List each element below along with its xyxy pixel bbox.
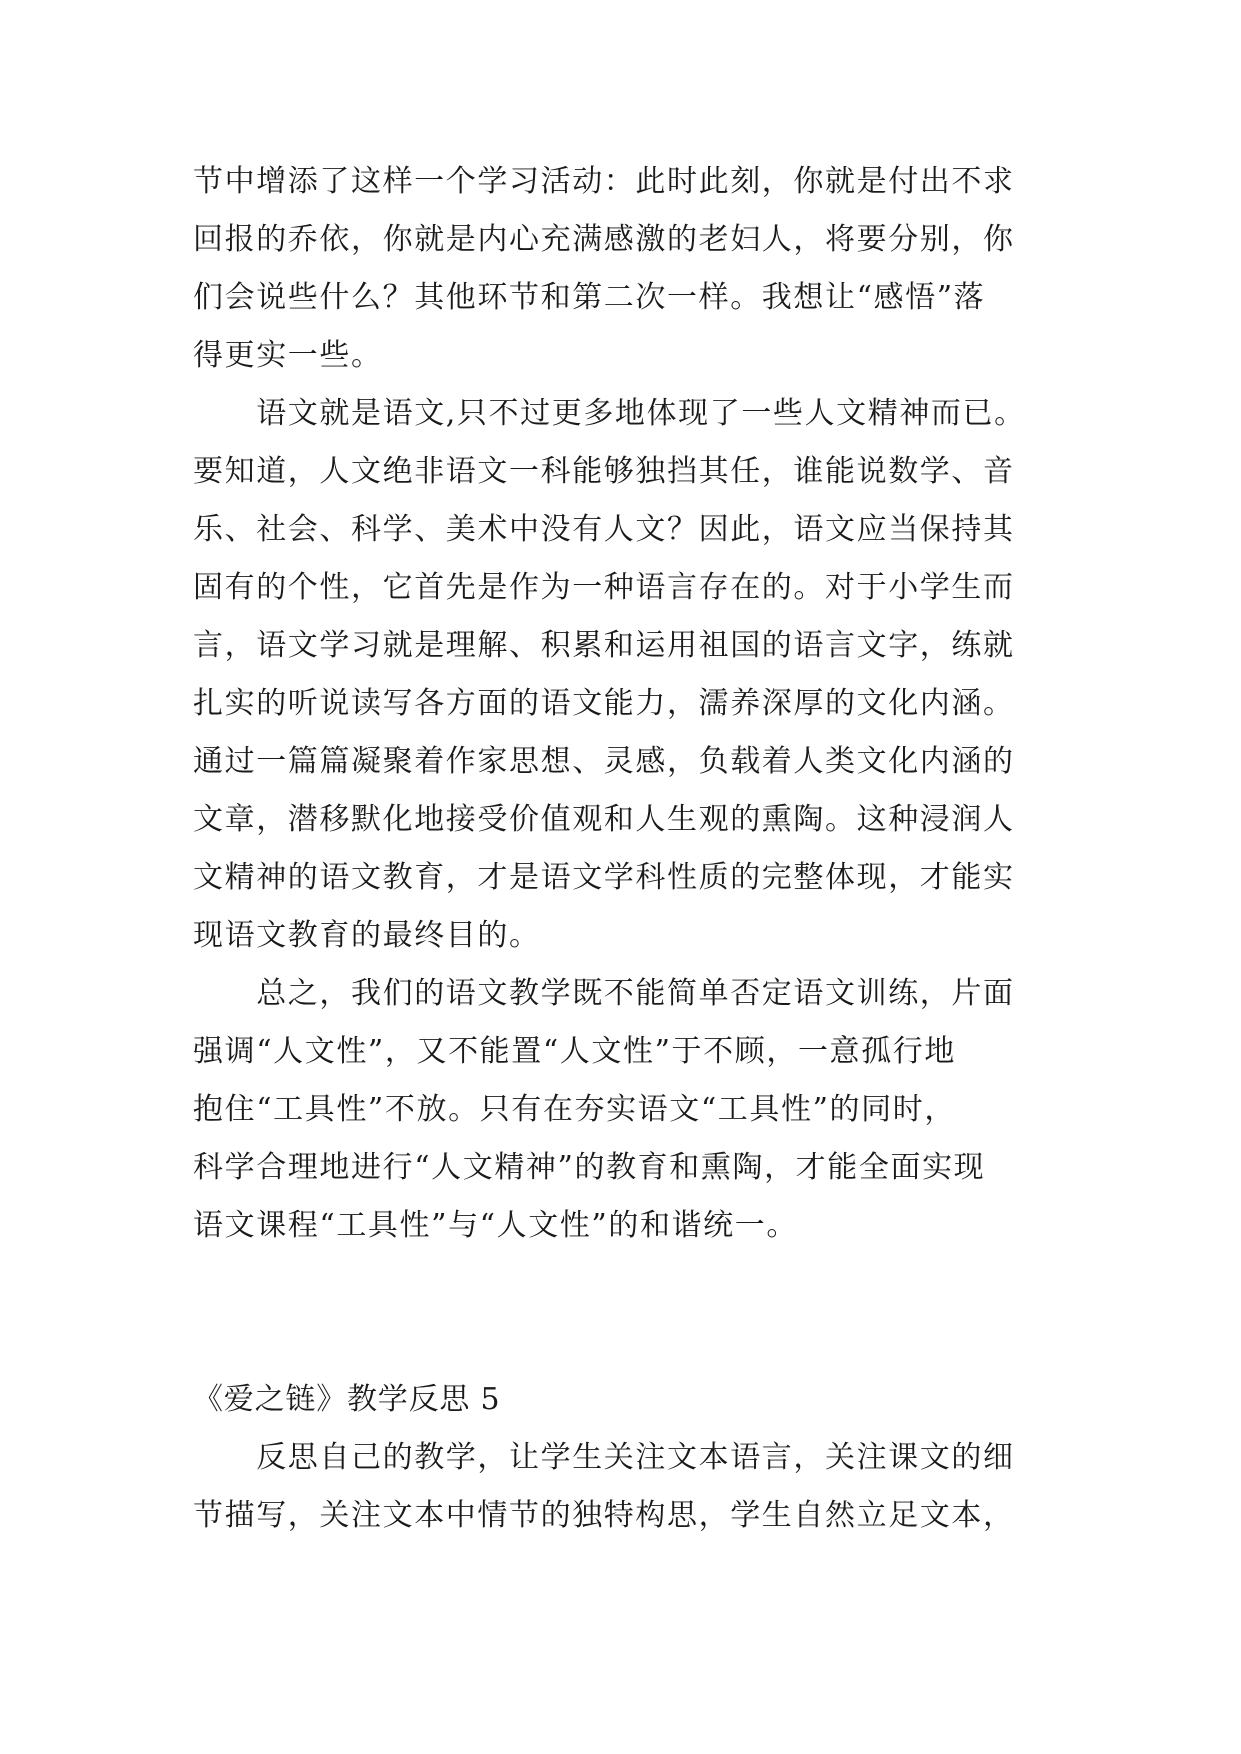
text-line-6: 要知道，人文绝非语文一科能够独挡其任，谁能说数学、音 [193,454,1015,489]
text-line-9: 言，语文学习就是理解、积累和运用祖国的语言文字，练就 [193,628,1015,663]
text-line-16: 强调“人文性”，又不能置“人文性”于不顾，一意孤行地 [193,1034,956,1069]
text-line-15: 总之，我们的语文教学既不能简单否定语文训练，片面 [193,976,1015,1011]
text-line-17: 抱住“工具性”不放。只有在夯实语文“工具性”的同时， [193,1092,956,1127]
text-line-14: 现语文教育的最终目的。 [193,918,541,953]
section-text-line-1: 反思自己的教学，让学生关注文本语言，关注课文的细 [193,1440,1015,1475]
text-line-18: 科学合理地进行“人文精神”的教育和熏陶，才能全面实现 [193,1150,986,1185]
text-line-10: 扎实的听说读写各方面的语文能力，濡养深厚的文化内涵。 [193,686,1015,721]
text-line-8: 固有的个性，它首先是作为一种语言存在的。对于小学生而 [193,570,1015,605]
text-line-3: 们会说些什么？其他环节和第二次一样。我想让“感悟”落 [193,280,986,315]
section-heading: 《爱之链》教学反思 5 [193,1382,501,1417]
text-line-4: 得更实一些。 [193,338,383,373]
text-line-5: 语文就是语文,只不过更多地体现了一些人文精神而已。 [193,396,1026,431]
text-line-19: 语文课程“工具性”与“人文性”的和谐统一。 [193,1208,798,1243]
text-line-13: 文精神的语文教育，才是语文学科性质的完整体现，才能实 [193,860,1015,895]
text-line-7: 乐、社会、科学、美术中没有人文？因此，语文应当保持其 [193,512,1015,547]
text-line-2: 回报的乔依，你就是内心充满感激的老妇人，将要分别，你 [193,222,1015,257]
section-text-line-2: 节描写，关注文本中情节的独特构思，学生自然立足文本， [193,1498,1015,1533]
text-line-1: 节中增添了这样一个学习活动：此时此刻，你就是付出不求 [193,164,1015,199]
text-line-11: 通过一篇篇凝聚着作家思想、灵感，负载着人类文化内涵的 [193,744,1015,779]
text-line-12: 文章，潜移默化地接受价值观和人生观的熏陶。这种浸润人 [193,802,1015,837]
